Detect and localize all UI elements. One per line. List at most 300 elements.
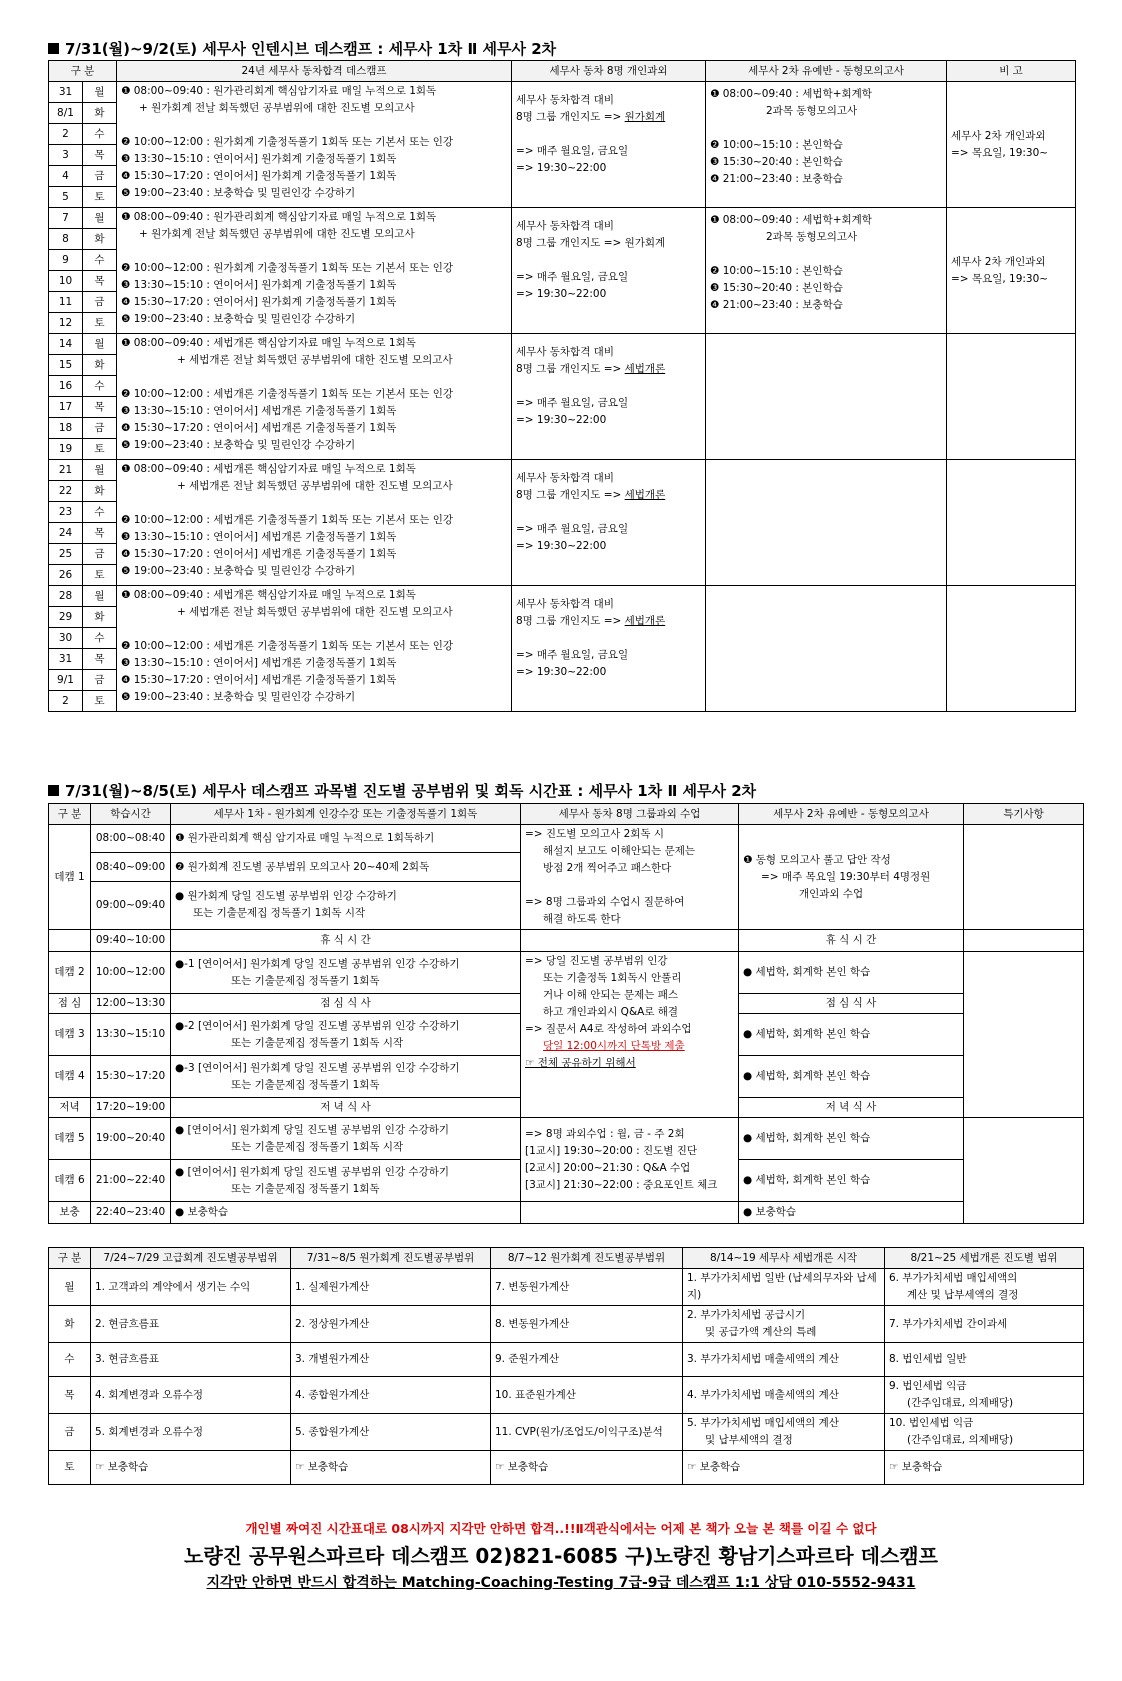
date-cell: 2: [49, 691, 83, 712]
col-header: 학습시간: [91, 804, 171, 825]
topic-cell: 7. 부가가치세법 간이과세: [885, 1306, 1084, 1343]
mock-exam-cell: [706, 208, 947, 334]
text-line: 세무사 동차합격 대비: [516, 598, 614, 610]
text-line: 해설지 보고도 이해안되는 문제는: [543, 845, 696, 857]
table-row: [49, 1269, 1084, 1306]
tutor-group-text: 8명 그룹 개인지도 =>: [516, 489, 625, 501]
text-line: [516, 235, 701, 252]
col-header: 세무사 2차 유예반 - 동형모의고사: [706, 61, 947, 82]
topic-cell: [885, 1269, 1084, 1306]
period-label: 데캠 3: [49, 1014, 91, 1056]
mock-exam-cell: [706, 460, 947, 586]
study-cell: [171, 1118, 521, 1160]
text-line: ❺ 19:00~23:40 : 보충학습 및 밀린인강 수강하기: [121, 313, 356, 325]
text-line: => 매주 월요일, 금요일: [516, 397, 629, 409]
topic-cell: 11. CVP(원가/조업도/이익구조)분석: [491, 1414, 683, 1451]
study-cell: ❷ 원가회계 진도별 공부범위 모의고사 20~40제 2회독: [171, 853, 521, 881]
text-line: [2교시] 20:00~21:30 : Q&A 수업: [525, 1161, 691, 1174]
camp-schedule-cell: [117, 586, 512, 712]
topic-cell: 10. 표준원가계산: [491, 1377, 683, 1414]
text-line: => 매주 목요일 19:30부터 4명정원: [761, 870, 931, 883]
text-line: => 매주 월요일, 금요일: [516, 145, 629, 157]
topic-cell: ☞ 보충학습: [683, 1451, 885, 1485]
text-line: + 원가회계 전날 회독했던 공부범위에 대한 진도별 모의고사: [139, 102, 415, 114]
weekday-cell: 수: [83, 250, 117, 271]
topic-cell: 2. 현금흐름표: [91, 1306, 291, 1343]
weekday-cell: 수: [83, 628, 117, 649]
text-line: => 19:30~22:00: [516, 288, 607, 300]
mock-exam-cell: ● 세법학, 회계학 본인 학습: [739, 1118, 964, 1160]
date-cell: 7: [49, 208, 83, 229]
text-line: 및 공급가액 계산의 특례: [705, 1326, 817, 1338]
text-line: ❶ 08:00~09:40 : 원가관리회계 핵심암기자료 매일 누적으로 1회독: [121, 211, 437, 223]
weekday-cell: 월: [83, 460, 117, 481]
period-label: 점 심: [49, 994, 91, 1014]
date-cell: 14: [49, 334, 83, 355]
text-line: ❹ 15:30~17:20 : 연이어서] 세법개론 기출정독풀기 1회독: [121, 422, 397, 434]
text-line: ● 원가회계 당일 진도별 공부범위 인강 수강하기: [175, 890, 397, 903]
text-line: 또는 기출문제집 정독풀기 1회독: [231, 974, 380, 987]
time-cell: 09:00~09:40: [91, 881, 171, 929]
text-line: 개인과외 수업: [799, 887, 864, 900]
tutor-cell: [512, 586, 706, 712]
topic-cell: 8. 변동원가계산: [491, 1306, 683, 1343]
text-line: => 8명 과외수업 : 월, 금 - 주 2회: [525, 1127, 685, 1140]
table-row: [49, 586, 1076, 607]
topic-cell: ☞ 보충학습: [885, 1451, 1084, 1485]
text-line: 세무사 2차 개인과외: [951, 129, 1046, 142]
text-line: ❷ 10:00~12:00 : 세법개론 기출정독풀기 1회독 또는 기본서 또는 인강: [121, 388, 453, 400]
weekday-cell: 수: [83, 502, 117, 523]
weekday-cell: 월: [83, 334, 117, 355]
topic-cell: [683, 1414, 885, 1451]
time-cell: 08:00~08:40: [91, 825, 171, 853]
text-line: 6. 부가가치세법 매입세액의: [889, 1272, 1018, 1284]
tutor-group-text: 8명 그룹 개인지도 => 원가회계: [516, 237, 666, 249]
section1-title: [48, 38, 556, 59]
period-label: 데캠 2: [49, 952, 91, 994]
weekday-cell: 토: [83, 691, 117, 712]
period-label: 데캠 4: [49, 1056, 91, 1098]
text-line: ❸ 13:30~15:10 : 연이어서] 원가회계 기출정독풀기 1회독: [121, 279, 397, 291]
table-row: [49, 1451, 1084, 1485]
text-line: 9. 법인세법 익금: [889, 1380, 967, 1392]
text-line: ❹ 15:30~17:20 : 연이어서] 원가회계 기출정독풀기 1회독: [121, 296, 397, 308]
text-line: ❸ 13:30~15:10 : 연이어서] 원가회계 기출정독풀기 1회독: [121, 153, 397, 165]
date-cell: 11: [49, 292, 83, 313]
text-line: => 8명 그룹과외 수업시 질문하여: [525, 896, 685, 908]
text-line: 계산 및 납부세액의 결정: [907, 1289, 1019, 1301]
date-cell: 23: [49, 502, 83, 523]
text-line: ❶ 08:00~09:40 : 세법학+회계학: [710, 214, 872, 226]
text-line: ❶ 08:00~09:40 : 세법개론 핵심암기자료 매일 누적으로 1회독: [121, 589, 416, 601]
weekday-cell: 화: [49, 1306, 91, 1343]
tutor-group-text: 8명 그룹 개인지도 =>: [516, 111, 625, 123]
time-cell: 22:40~23:40: [91, 1202, 171, 1224]
weekday-cell: 목: [83, 145, 117, 166]
table-row: [49, 460, 1076, 481]
weekday-cell: 목: [83, 523, 117, 544]
table-row: [49, 208, 1076, 229]
text-line: ●-1 [연이어서] 원가회계 당일 진도별 공부범위 인강 수강하기: [175, 957, 460, 970]
text-line: ●-2 [연이어서] 원가회계 당일 진도별 공부범위 인강 수강하기: [175, 1019, 460, 1032]
text-line: ● [연이어서] 원가회계 당일 진도별 공부범위 인강 수강하기: [175, 1165, 450, 1178]
mock-exam-cell: ● 세법학, 회계학 본인 학습: [739, 1014, 964, 1056]
text-line: ❶ 동형 모의고사 풀고 답안 작성: [743, 853, 891, 866]
camp-schedule-cell: [117, 460, 512, 586]
topic-cell: [683, 1306, 885, 1343]
text-line: ❹ 15:30~17:20 : 연이어서] 원가회계 기출정독풀기 1회독: [121, 170, 397, 182]
study-cell: [171, 1160, 521, 1202]
topic-cell: 4. 부가가치세법 매출세액의 계산: [683, 1377, 885, 1414]
tutor-subject: 세법개론: [624, 363, 666, 375]
mock-exam-cell: ● 세법학, 회계학 본인 학습: [739, 1160, 964, 1202]
text-line: => 19:30~22:00: [516, 666, 607, 678]
note-cell: [964, 952, 1084, 1118]
weekday-cell: 금: [83, 544, 117, 565]
weekday-cell: 목: [83, 271, 117, 292]
footer-main: 노량진 공무원스파르타 데스캠프 02)821-6085 구)노량진 황남기스파르타 데스캠프: [184, 1544, 938, 1568]
date-cell: 31: [49, 649, 83, 670]
tutor-group-text: 8명 그룹 개인지도 =>: [516, 363, 625, 375]
time-cell: 15:30~17:20: [91, 1056, 171, 1098]
time-cell: 19:00~20:40: [91, 1118, 171, 1160]
topic-cell: [885, 1414, 1084, 1451]
text-line: 하고 개인과외시 Q&A로 해결: [543, 1006, 679, 1018]
date-cell: 9: [49, 250, 83, 271]
table-row: [49, 1202, 1084, 1224]
period-label: 저녁: [49, 1098, 91, 1118]
col-header: 비 고: [947, 61, 1076, 82]
text-line: [516, 109, 701, 126]
text-line: => 매주 월요일, 금요일: [516, 649, 629, 661]
time-cell: 09:40~10:00: [91, 930, 171, 952]
col-header: 구 분: [49, 804, 91, 825]
weekday-cell: 화: [83, 355, 117, 376]
text-line: => 19:30~22:00: [516, 540, 607, 552]
text-line: [516, 487, 701, 504]
weekday-cell: 수: [83, 124, 117, 145]
weekday-cell: 화: [83, 481, 117, 502]
date-cell: 8/1: [49, 103, 83, 124]
table-row: [49, 1414, 1084, 1451]
col-header: 특기사항: [964, 804, 1084, 825]
section1-title-text: 7/31(월)~9/2(토) 세무사 인텐시브 데스캠프 : 세무사 1차 Ⅱ 세무사 2차: [65, 40, 557, 58]
text-line: 세무사 2차 개인과외: [951, 255, 1046, 268]
weekday-cell: 토: [83, 439, 117, 460]
text-line: 거나 이해 안되는 문제는 패스: [543, 989, 679, 1001]
weekday-cell: 토: [83, 313, 117, 334]
weekday-cell: 화: [83, 229, 117, 250]
text-line: ❷ 10:00~12:00 : 세법개론 기출정독풀기 1회독 또는 기본서 또는 인강: [121, 514, 453, 526]
group-tutor-cell: [521, 952, 739, 1118]
time-cell: 21:00~22:40: [91, 1160, 171, 1202]
weekday-cell: 화: [83, 103, 117, 124]
topic-cell: 4. 종합원가계산: [291, 1377, 491, 1414]
text-line: ❷ 10:00~12:00 : 세법개론 기출정독풀기 1회독 또는 기본서 또는 인강: [121, 640, 453, 652]
topic-cell: 3. 부가가치세법 매출세액의 계산: [683, 1343, 885, 1377]
text-line: 및 납부세액의 결정: [705, 1434, 793, 1446]
study-cell: ● 보충학습: [171, 1202, 521, 1224]
section2-title: [48, 780, 756, 801]
tutor-group-text: 8명 그룹 개인지도 =>: [516, 615, 625, 627]
text-line: 5. 부가가치세법 매입세액의 계산: [687, 1417, 839, 1429]
text-line: [516, 613, 701, 630]
col-header: 세무사 2차 유예반 - 동형모의고사: [739, 804, 964, 825]
col-header: 구 분: [49, 1248, 91, 1269]
mock-exam-cell: ● 보충학습: [739, 1202, 964, 1224]
topic-cell: 5. 회계변경과 오류수정: [91, 1414, 291, 1451]
weekday-cell: 월: [83, 82, 117, 103]
group-tutor-cell: [521, 1118, 739, 1202]
date-cell: 22: [49, 481, 83, 502]
table-row: [49, 82, 1076, 103]
text-line: 또는 기출정독 1회독시 안풀리: [543, 972, 682, 984]
square-bullet-icon: [48, 43, 59, 54]
date-cell: 12: [49, 313, 83, 334]
text-line: ❷ 10:00~15:10 : 본인학습: [710, 265, 843, 277]
weekday-cell: 월: [49, 1269, 91, 1306]
intensive-schedule-table: [48, 60, 1076, 712]
table-header-row: [49, 61, 1076, 82]
date-cell: 5: [49, 187, 83, 208]
tutor-cell: [512, 82, 706, 208]
text-line: ❸ 13:30~15:10 : 연이어서] 세법개론 기출정독풀기 1회독: [121, 405, 397, 417]
mock-exam-cell: [739, 825, 964, 930]
date-cell: 19: [49, 439, 83, 460]
topic-cell: 1. 고객과의 계약에서 생기는 수익: [91, 1269, 291, 1306]
text-line: => 진도별 모의고사 2회독 시: [525, 828, 665, 840]
footer-warning: 개인별 짜여진 시간표대로 08시까지 지각만 안하면 합격..!!Ⅱ객관식에서는 어제 본 책가 오늘 본 책를 이길 수 없다: [245, 1521, 877, 1536]
period-label: 데캠 6: [49, 1160, 91, 1202]
date-cell: 15: [49, 355, 83, 376]
text-line: [1교시] 19:30~20:00 : 진도별 진단: [525, 1144, 698, 1157]
date-cell: 25: [49, 544, 83, 565]
text-line: => 당일 진도별 공부범위 인강: [525, 955, 668, 967]
date-cell: 8: [49, 229, 83, 250]
text-line: 또는 기출문제집 정독풀기 1회독 시작: [231, 1140, 404, 1153]
date-cell: 24: [49, 523, 83, 544]
weekday-cell: 금: [49, 1414, 91, 1451]
time-cell: 17:20~19:00: [91, 1098, 171, 1118]
text-line: => 매주 월요일, 금요일: [516, 523, 629, 535]
tutor-subject: 원가회계: [624, 111, 666, 123]
col-header: 세무사 동차 8명 그룹과외 수업: [521, 804, 739, 825]
col-header: 24년 세무사 동차합격 데스캠프: [117, 61, 512, 82]
time-cell: 13:30~15:10: [91, 1014, 171, 1056]
mock-exam-cell: [706, 82, 947, 208]
text-line: 세무사 동차합격 대비: [516, 472, 614, 484]
text-line: 또는 기출문제집 정독풀기 1회독 시작: [193, 907, 366, 920]
col-header: 세무사 1차 - 원가회계 인강수강 또는 기출정독풀기 1회독: [171, 804, 521, 825]
text-line: => 목요일, 19:30~: [951, 146, 1049, 159]
text-line: + 세법개론 전날 회독했던 공부범위에 대한 진도별 모의고사: [177, 354, 453, 366]
date-cell: 30: [49, 628, 83, 649]
text-line: ❹ 15:30~17:20 : 연이어서] 세법개론 기출정독풀기 1회독: [121, 548, 397, 560]
table-header-row: [49, 804, 1084, 825]
topic-cell: 9. 준원가계산: [491, 1343, 683, 1377]
group-tutor-cell: [521, 825, 739, 930]
text-line: + 세법개론 전날 회독했던 공부범위에 대한 진도별 모의고사: [177, 606, 453, 618]
note-cell: [947, 334, 1076, 460]
text-line: (간주임대료, 의제배당): [907, 1397, 1014, 1409]
col-header: 8/21~25 세법개론 진도별 범위: [885, 1248, 1084, 1269]
table-row: [49, 930, 1084, 952]
camp-schedule-cell: [117, 208, 512, 334]
text-line: ❸ 15:30~20:40 : 본인학습: [710, 156, 843, 168]
topic-cell: ☞ 보충학습: [91, 1451, 291, 1485]
table-header-row: [49, 1248, 1084, 1269]
date-cell: 9/1: [49, 670, 83, 691]
mock-exam-cell: [706, 586, 947, 712]
weekday-cell: 월: [83, 586, 117, 607]
topic-cell: ☞ 보충학습: [291, 1451, 491, 1485]
period-label: 데캠 1: [49, 825, 91, 930]
table-row: [49, 1377, 1084, 1414]
date-cell: 10: [49, 271, 83, 292]
text-line: 세무사 동차합격 대비: [516, 220, 614, 232]
tutor-subject: 세법개론: [624, 615, 666, 627]
text-line: 세무사 동차합격 대비: [516, 346, 614, 358]
date-cell: 29: [49, 607, 83, 628]
col-header: 구 분: [49, 61, 117, 82]
weekday-cell: 금: [83, 670, 117, 691]
text-line: ❷ 10:00~12:00 : 원가회계 기출정독풀기 1회독 또는 기본서 또는 인강: [121, 262, 453, 274]
table-row: [49, 334, 1076, 355]
topic-cell: 8. 법인세법 일반: [885, 1343, 1084, 1377]
col-header: 8/14~19 세무사 세법개론 시작: [683, 1248, 885, 1269]
topic-cell: 4. 회계변경과 오류수정: [91, 1377, 291, 1414]
date-cell: 26: [49, 565, 83, 586]
text-line: ❺ 19:00~23:40 : 보충학습 및 밀린인강 수강하기: [121, 439, 356, 451]
time-cell: 08:40~09:00: [91, 853, 171, 881]
study-cell: [171, 952, 521, 994]
text-line: ❸ 13:30~15:10 : 연이어서] 세법개론 기출정독풀기 1회독: [121, 657, 397, 669]
text-line: 또는 기출문제집 정독풀기 1회독: [231, 1078, 380, 1091]
weekday-cell: 금: [83, 418, 117, 439]
note-cell: [947, 82, 1076, 208]
note-cell: [947, 208, 1076, 334]
topic-cell: 1. 실제원가계산: [291, 1269, 491, 1306]
break-cell: 휴 식 시 간: [171, 930, 521, 952]
dinner-cell: 저 녁 식 사: [739, 1098, 964, 1118]
period-label: 보충: [49, 1202, 91, 1224]
text-line: ❶ 08:00~09:40 : 세법학+회계학: [710, 88, 872, 100]
text-line: + 원가회계 전날 회독했던 공부범위에 대한 진도별 모의고사: [139, 228, 415, 240]
deadline-text: 당일 12:00시까지 단톡방 제출: [543, 1040, 685, 1052]
lunch-cell: 점 심 식 사: [739, 994, 964, 1014]
square-bullet-icon: [48, 785, 59, 796]
table-row: [49, 1343, 1084, 1377]
weekday-cell: 화: [83, 607, 117, 628]
text-line: ❺ 19:00~23:40 : 보충학습 및 밀린인강 수강하기: [121, 187, 356, 199]
study-cell: [171, 1014, 521, 1056]
note-cell: [964, 825, 1084, 930]
text-line: => 질문서 A4로 작성하여 과외수업: [525, 1023, 692, 1035]
text-line: 세무사 동차합격 대비: [516, 94, 614, 106]
text-line: ●-3 [연이어서] 원가회계 당일 진도별 공부범위 인강 수강하기: [175, 1061, 460, 1074]
text-line: ☞ 전체 공유하기 위해서: [525, 1057, 636, 1069]
tutor-cell: [512, 334, 706, 460]
tutor-cell: [512, 460, 706, 586]
camp-schedule-cell: [117, 334, 512, 460]
text-line: ❹ 21:00~23:40 : 보충학습: [710, 173, 843, 185]
text-line: => 매주 월요일, 금요일: [516, 271, 629, 283]
text-line: ❸ 15:30~20:40 : 본인학습: [710, 282, 843, 294]
tutor-subject: 세법개론: [624, 489, 666, 501]
topic-cell: 7. 변동원가계산: [491, 1269, 683, 1306]
dinner-cell: 저 녁 식 사: [171, 1098, 521, 1118]
topic-cell: 2. 정상원가계산: [291, 1306, 491, 1343]
weekday-cell: 목: [83, 649, 117, 670]
text-line: 방점 2개 찍어주고 패스한다: [543, 862, 672, 874]
text-line: 또는 기출문제집 정독풀기 1회독 시작: [231, 1036, 404, 1049]
section2-title-text: 7/31(월)~8/5(토) 세무사 데스캠프 과목별 진도별 공부범위 및 회독 시간표 : 세무사 1차 Ⅱ 세무사 2차: [65, 782, 757, 800]
date-cell: 17: [49, 397, 83, 418]
date-cell: 3: [49, 145, 83, 166]
weekday-cell: 토: [49, 1451, 91, 1485]
date-cell: 16: [49, 376, 83, 397]
col-header: 세무사 동차 8명 개인과외: [512, 61, 706, 82]
mock-exam-cell: [706, 334, 947, 460]
date-cell: 4: [49, 166, 83, 187]
text-line: 2과목 동형모의고사: [766, 105, 858, 117]
text-line: => 19:30~22:00: [516, 162, 607, 174]
text-line: ❷ 10:00~12:00 : 원가회계 기출정독풀기 1회독 또는 기본서 또는 인강: [121, 136, 453, 148]
text-line: (간주임대료, 의제배당): [907, 1434, 1014, 1446]
topic-cell: 3. 현금흐름표: [91, 1343, 291, 1377]
weekday-cell: 수: [83, 376, 117, 397]
table-row: [49, 825, 1084, 853]
table-row: [49, 952, 1084, 994]
break-cell: 휴 식 시 간: [739, 930, 964, 952]
text-line: 2과목 동형모의고사: [766, 231, 858, 243]
camp-schedule-cell: [117, 82, 512, 208]
note-cell: [964, 1118, 1084, 1224]
text-line: ❹ 15:30~17:20 : 연이어서] 세법개론 기출정독풀기 1회독: [121, 674, 397, 686]
table-row: [49, 1118, 1084, 1160]
col-header: 7/24~7/29 고급회계 진도별공부범위: [91, 1248, 291, 1269]
weekday-cell: 목: [83, 397, 117, 418]
text-line: 2. 부가가치세법 공급시기: [687, 1309, 806, 1321]
text-line: [516, 361, 701, 378]
text-line: 해결 하도록 한다: [543, 913, 621, 925]
progress-range-table: [48, 1247, 1084, 1485]
date-cell: 2: [49, 124, 83, 145]
time-cell: 12:00~13:30: [91, 994, 171, 1014]
text-line: => 19:30~22:00: [516, 414, 607, 426]
text-line: [3교시] 21:30~22:00 : 중요포인트 체크: [525, 1178, 718, 1191]
topic-cell: ☞ 보충학습: [491, 1451, 683, 1485]
text-line: ❹ 21:00~23:40 : 보충학습: [710, 299, 843, 311]
weekday-cell: 금: [83, 292, 117, 313]
weekday-cell: 금: [83, 166, 117, 187]
topic-cell: 1. 부가가치세법 일반 (납세의무자와 납세지): [683, 1269, 885, 1306]
period-label: 데캠 5: [49, 1118, 91, 1160]
study-cell: ❶ 원가관리회계 핵심 암기자료 매일 누적으로 1회독하기: [171, 825, 521, 853]
text-line: 10. 법인세법 익금: [889, 1417, 974, 1429]
date-cell: 31: [49, 82, 83, 103]
table-row: [49, 1306, 1084, 1343]
text-line: ❶ 08:00~09:40 : 세법개론 핵심암기자료 매일 누적으로 1회독: [121, 337, 416, 349]
mock-exam-cell: ● 세법학, 회계학 본인 학습: [739, 952, 964, 994]
weekday-cell: 수: [49, 1343, 91, 1377]
text-line: ● [연이어서] 원가회계 당일 진도별 공부범위 인강 수강하기: [175, 1123, 450, 1136]
text-line: ❶ 08:00~09:40 : 세법개론 핵심암기자료 매일 누적으로 1회독: [121, 463, 416, 475]
date-cell: 21: [49, 460, 83, 481]
col-header: 7/31~8/5 원가회계 진도별공부범위: [291, 1248, 491, 1269]
text-line: ❺ 19:00~23:40 : 보충학습 및 밀린인강 수강하기: [121, 691, 356, 703]
